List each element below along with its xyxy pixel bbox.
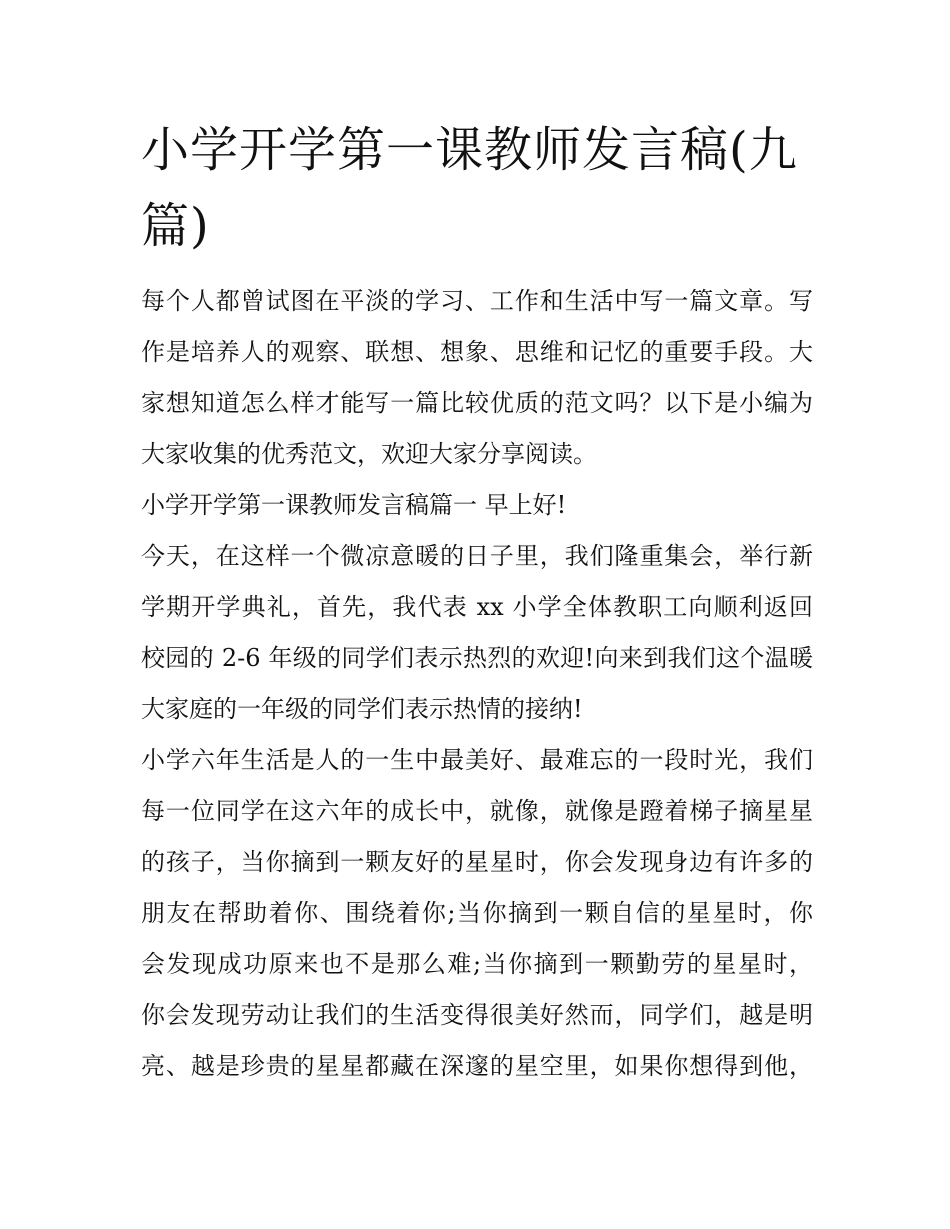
body-line: 大家庭的一年级的同学们表示热情的接纳!: [141, 695, 583, 723]
body-line: 大家收集的优秀范文，欢迎大家分享阅读。: [141, 440, 597, 468]
body-line: 每一位同学在这六年的成长中，就像，就像是蹬着梯子摘星星: [141, 797, 813, 825]
body-line: 会发现成功原来也不是那么难;当你摘到一颗勤劳的星星时，: [141, 950, 813, 978]
body-line: 小学六年生活是人的一生中最美好、最难忘的一段时光，我们: [141, 746, 813, 774]
body-line: 校园的 2-6 年级的同学们表示热烈的欢迎!向来到我们这个温暖: [141, 644, 813, 672]
document-title: 小学开学第一课教师发言稿(九篇): [141, 122, 798, 254]
body-line: 每个人都曾试图在平淡的学习、工作和生活中写一篇文章。写: [141, 287, 813, 315]
body-line: 亮、越是珍贵的星星都藏在深邃的星空里，如果你想得到他，: [141, 1052, 813, 1080]
body-line: 家想知道怎么样才能写一篇比较优质的范文吗？以下是小编为: [141, 389, 813, 417]
body-line: 作是培养人的观察、联想、想象、思维和记忆的重要手段。大: [141, 338, 813, 366]
document-body: [141, 276, 813, 1092]
body-line: 小学开学第一课教师发言稿篇一 早上好!: [141, 491, 567, 519]
body-line: 朋友在帮助着你、围绕着你;当你摘到一颗自信的星星时，你: [141, 899, 813, 927]
body-line: 你会发现劳动让我们的生活变得很美好然而，同学们，越是明: [141, 1001, 813, 1029]
body-line: 今天，在这样一个微凉意暖的日子里，我们隆重集会，举行新: [141, 542, 813, 570]
body-line: 的孩子，当你摘到一颗友好的星星时，你会发现身边有许多的: [141, 848, 813, 876]
body-line: 学期开学典礼，首先，我代表 xx 小学全体教职工向顺利返回: [141, 593, 813, 621]
